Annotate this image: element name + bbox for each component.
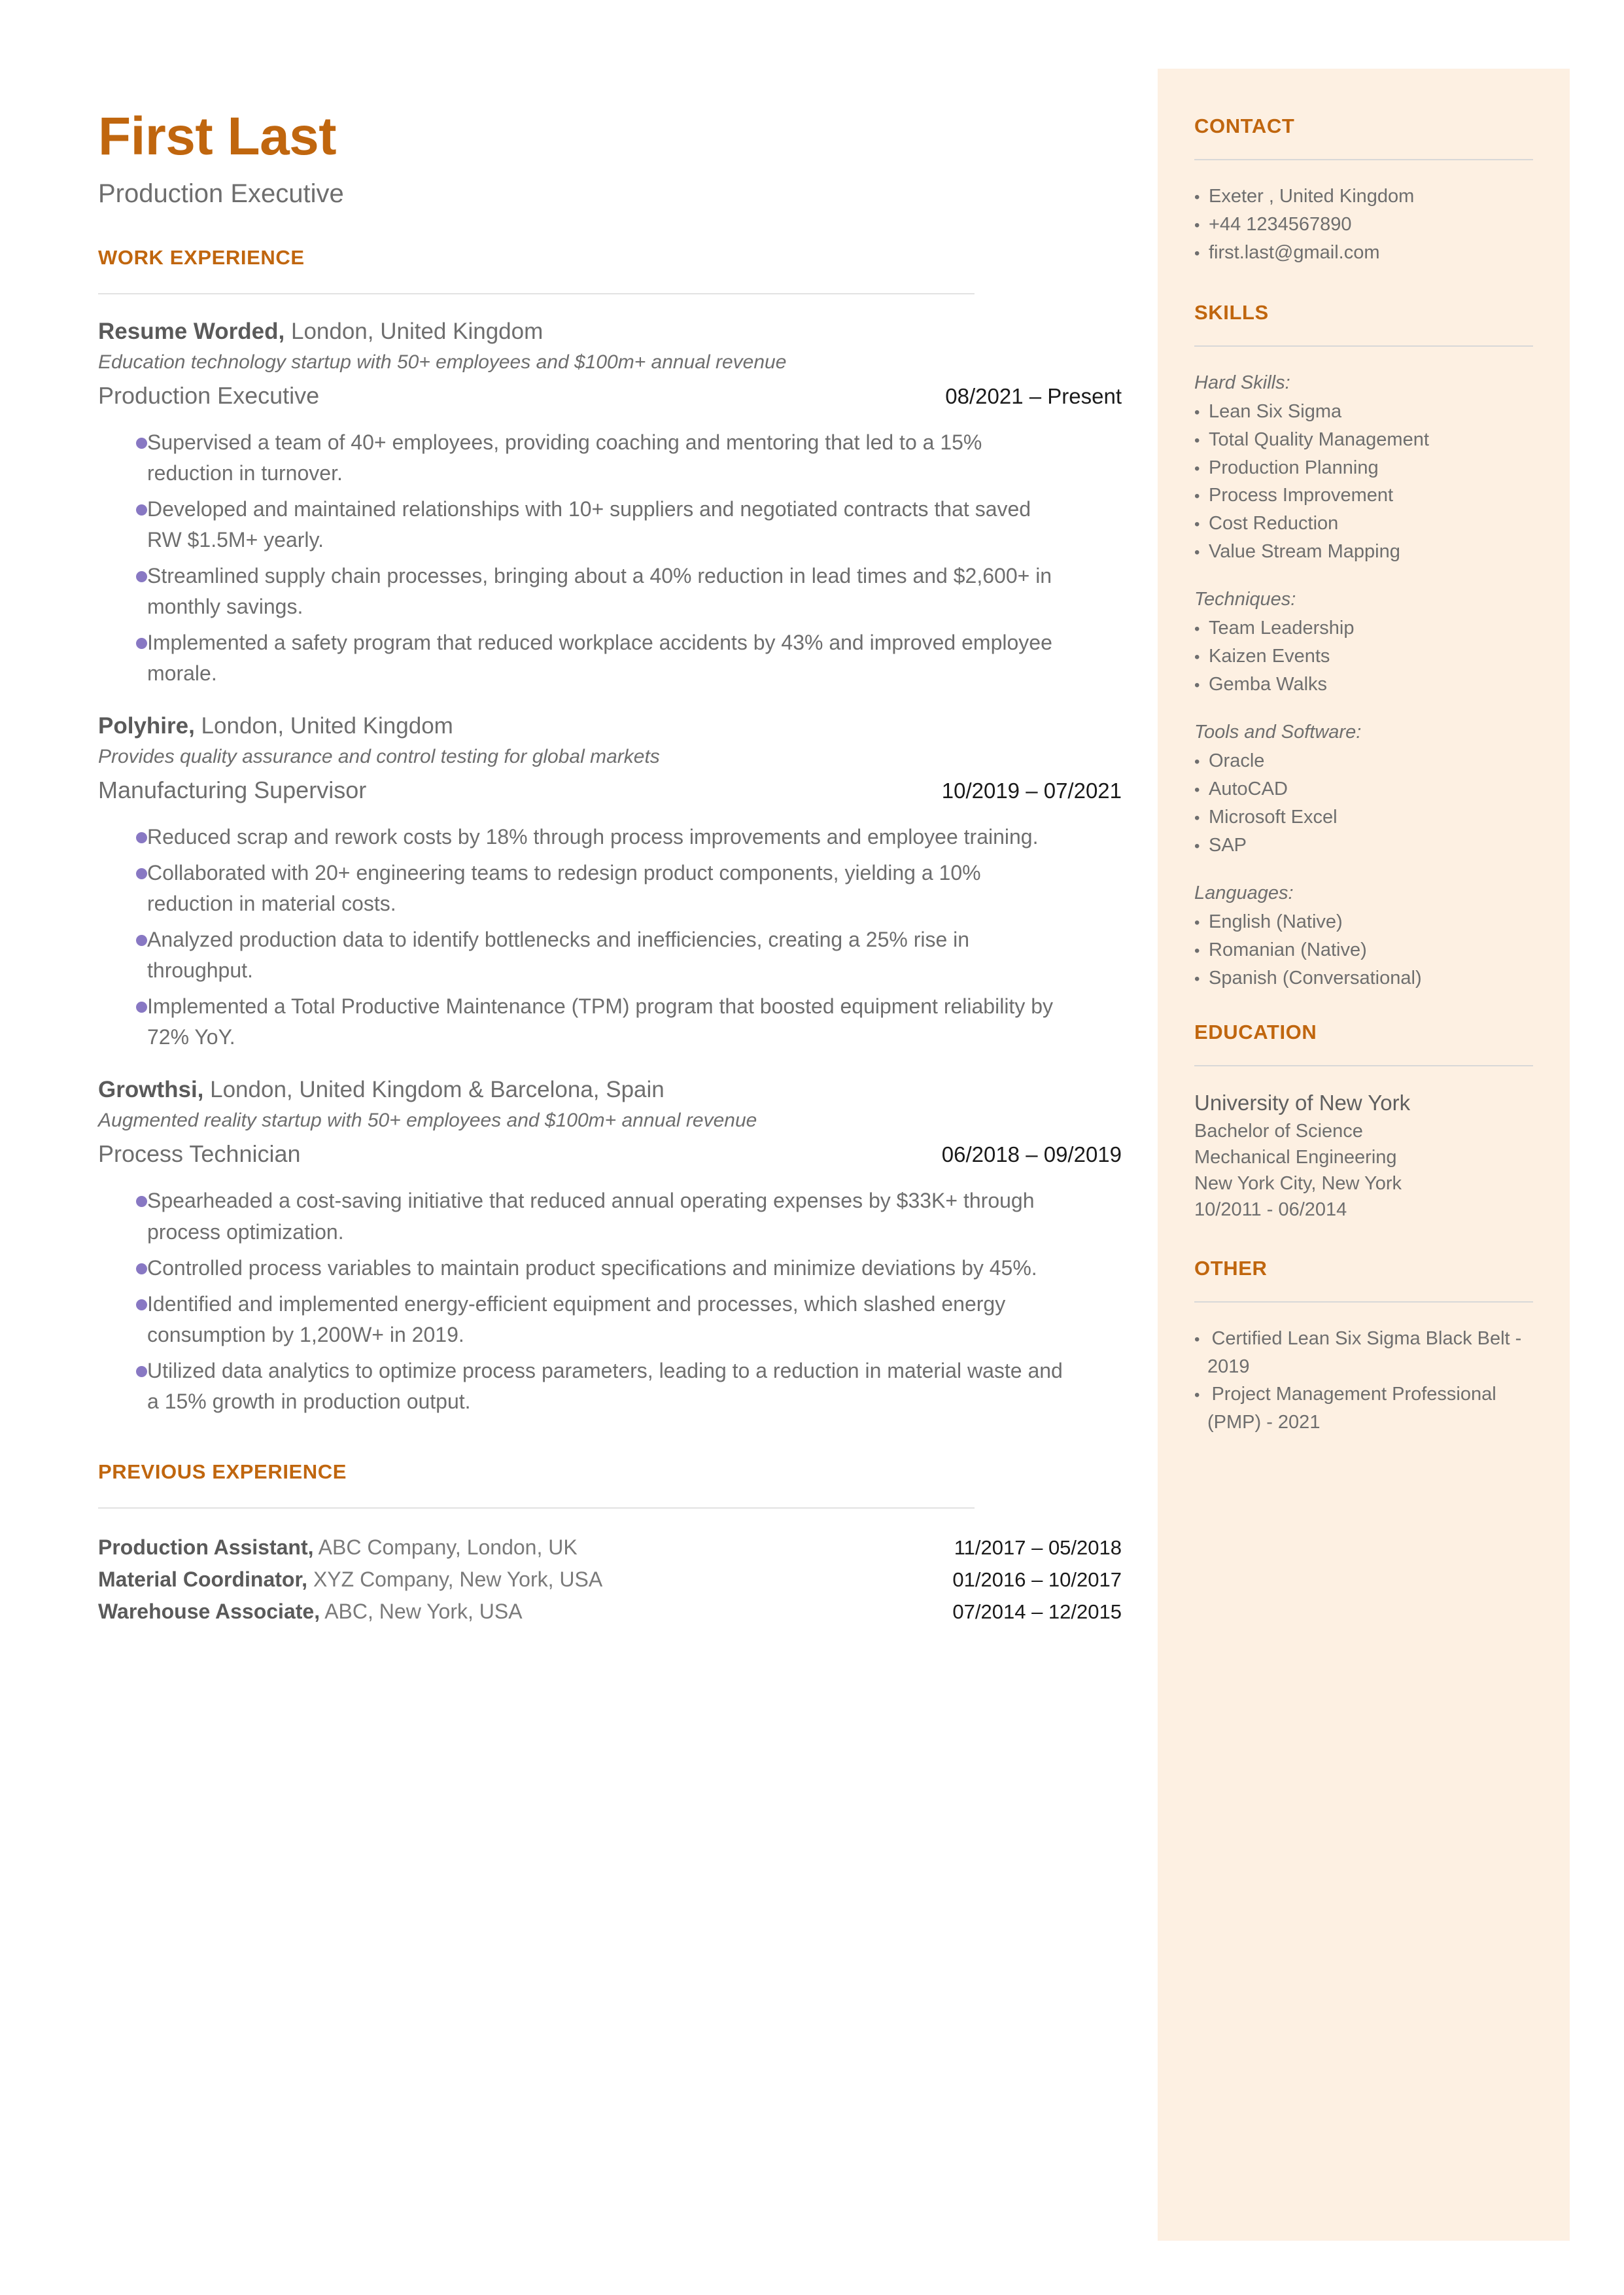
previous-experience-company: ABC Company, London, UK [313,1535,578,1559]
bullet-dot-icon: • [1194,459,1200,478]
job-bullet [98,1185,1125,1247]
contact-item-text: first.last@gmail.com [1209,241,1380,263]
job-title-row [98,381,1122,410]
skill-item [1194,671,1533,699]
skill-item-text: Total Quality Management [1209,429,1429,450]
other-item-text: Project Management Professional (PMP) - 2021 [1206,1384,1496,1433]
job-bullet [98,494,1125,555]
education-school: University of New York [1194,1091,1411,1115]
job-dates: 06/2018 – 09/2019 [941,1142,1122,1167]
skill-item [1194,398,1533,426]
job-bullet [98,427,1125,489]
job-bullet-text: Reduced scrap and rework costs by 18% through process improvements and employee training. [147,825,1039,849]
skill-group-label: Tools and Software: [1194,721,1362,743]
skill-item [1194,482,1533,510]
contact-item [1194,183,1533,211]
job-bullet [98,627,1125,689]
skill-item [1194,426,1533,454]
page-title: First Last [98,107,337,166]
job-company-description: Education technology startup with 50+ employees and $100m+ annual revenue [98,351,787,373]
skill-item [1194,936,1533,964]
previous-experience-row [98,1598,1122,1626]
job-bullet-list [98,427,1125,689]
skills-groups [1194,369,1533,992]
previous-experience-company: XYZ Company, New York, USA [307,1567,603,1591]
bullet-dot-icon: • [1194,809,1200,827]
job-company [98,711,1125,741]
sidebar-heading-other: OTHER [1194,1257,1268,1280]
previous-experience-dates: 01/2016 – 10/2017 [952,1568,1122,1591]
skill-item [1194,454,1533,482]
education-location: New York City, New York [1194,1172,1402,1194]
job-title: Manufacturing Supervisor [98,777,367,804]
bullet-dot-icon: • [1194,620,1200,639]
bullet-dot-icon [98,1289,147,1310]
job-title: Production Executive [98,382,320,409]
main-column [98,0,1125,1630]
skill-item [1194,510,1533,538]
other-item [1194,1325,1533,1380]
bullet-dot-icon: • [1194,676,1200,695]
skill-group [1194,586,1533,699]
skill-group [1194,718,1533,860]
work-experience-entry [98,1075,1125,1416]
skill-group [1194,879,1533,992]
job-bullet-text: Implemented a safety program that reduced workplace accidents by 43% and improved employee morale. [147,631,1052,686]
job-bullet-text: Utilized data analytics to optimize process parameters, leading to a reduction in material waste and a 15% growth in production output. [147,1358,1063,1413]
contact-item [1194,211,1533,239]
job-bullet [98,1289,1125,1350]
bullet-dot-icon [98,1356,147,1377]
skill-item-text: Oracle [1209,750,1265,772]
bullet-dot-icon [98,427,147,449]
job-bullet-text: Spearheaded a cost-saving initiative that reduced annual operating expenses by $33K+ through process optimization. [147,1189,1035,1244]
skill-item-text: English (Native) [1209,911,1343,932]
skill-item-text: Gemba Walks [1209,674,1328,695]
job-bullet-list [98,822,1125,1053]
job-bullet [98,858,1125,919]
skill-item [1194,642,1533,671]
sidebar [1158,69,1570,2241]
sidebar-divider-education [1194,1065,1533,1066]
job-bullet [98,1356,1125,1417]
job-company-description: Augmented reality startup with 50+ employees and $100m+ annual revenue [98,1109,757,1131]
section-heading-previous-experience: PREVIOUS EXPERIENCE [98,1460,347,1483]
skill-item-text: Value Stream Mapping [1209,541,1400,563]
work-experience-entry [98,317,1125,689]
job-role-subtitle: Production Executive [98,179,344,208]
skill-group [1194,369,1533,566]
job-bullet [98,822,1125,852]
education-field: Mechanical Engineering [1194,1146,1397,1168]
job-title-row [98,775,1122,805]
education-degree: Bachelor of Science [1194,1120,1363,1142]
job-bullet [98,991,1125,1053]
job-company-name: Polyhire, [98,713,195,739]
skill-item-text: Process Improvement [1209,485,1394,506]
skill-item [1194,964,1533,992]
previous-experience-dates: 11/2017 – 05/2018 [954,1535,1122,1559]
previous-experience-title: Material Coordinator, [98,1567,308,1591]
sidebar-divider-other [1194,1301,1533,1303]
bullet-dot-icon [98,991,147,1013]
skill-group-label: Techniques: [1194,589,1296,610]
bullet-dot-icon: • [1194,244,1200,262]
job-company-location: London, United Kingdom [285,319,544,344]
previous-experience-list [98,1533,1125,1626]
sidebar-divider-contact [1194,159,1533,160]
previous-experience-title: Production Assistant, [98,1535,314,1559]
job-bullet-text: Identified and implemented energy-efficient equipment and processes, which slashed energy consumption by 1,200W+ in 2019. [147,1291,1006,1346]
job-bullet [98,1253,1125,1284]
bullet-dot-icon: • [1194,188,1200,206]
other-item-text: Certified Lean Six Sigma Black Belt - 2019 [1206,1328,1522,1377]
job-company [98,1075,1125,1105]
job-bullet-list [98,1185,1125,1416]
contact-item [1194,239,1533,267]
bullet-dot-icon: • [1194,216,1200,234]
skill-item-text: Kaizen Events [1209,646,1330,667]
contact-item-text: Exeter , United Kingdom [1209,186,1415,207]
skill-item-text: AutoCAD [1209,778,1288,799]
bullet-dot-icon: • [1194,970,1200,988]
contact-item-text: +44 1234567890 [1209,213,1352,235]
job-bullet [98,561,1125,622]
previous-experience-company: ABC, New York, USA [320,1600,523,1624]
skill-group-label: Hard Skills: [1194,372,1290,393]
job-company-location: London, United Kingdom [194,713,453,739]
contact-list [1194,183,1533,267]
skill-list [1194,747,1533,860]
section-heading-work-experience: WORK EXPERIENCE [98,246,305,269]
job-title-row [98,1139,1122,1168]
bullet-dot-icon: • [1194,1331,1200,1349]
bullet-dot-icon: • [1194,913,1200,932]
skill-group-label: Languages: [1194,882,1294,903]
bullet-dot-icon: • [1194,516,1200,534]
bullet-dot-icon [98,924,147,946]
bullet-dot-icon [98,822,147,843]
skill-item-text: Microsoft Excel [1209,806,1338,828]
bullet-dot-icon [98,627,147,649]
skill-item-text: Production Planning [1209,457,1379,478]
job-dates: 10/2019 – 07/2021 [941,779,1122,803]
bullet-dot-icon: • [1194,837,1200,855]
skill-item [1194,908,1533,936]
bullet-dot-icon: • [1194,431,1200,449]
work-experience-entry [98,711,1125,1053]
job-company-name: Resume Worded, [98,319,285,344]
sidebar-heading-education: EDUCATION [1194,1021,1317,1044]
previous-experience-title-company [98,1533,578,1562]
previous-experience-title: Warehouse Associate, [98,1600,320,1624]
section-divider-previous [98,1507,975,1509]
previous-experience-row [98,1566,1122,1594]
job-title: Process Technician [98,1140,301,1168]
job-bullet-text: Controlled process variables to maintain product specifications and minimize deviations by 45%. [147,1255,1037,1280]
skill-list [1194,908,1533,992]
skill-list [1194,614,1533,699]
skill-item-text: Romanian (Native) [1209,939,1367,960]
previous-experience-row [98,1533,1122,1562]
bullet-dot-icon [98,1185,147,1207]
sidebar-heading-contact: CONTACT [1194,114,1295,137]
bullet-dot-icon [98,858,147,879]
skill-item [1194,775,1533,803]
bullet-dot-icon: • [1194,487,1200,506]
skill-item [1194,747,1533,775]
skill-item-text: SAP [1209,834,1247,856]
job-bullet-text: Collaborated with 20+ engineering teams to redesign product components, yielding a 10% reduction in material costs. [147,861,981,916]
job-dates: 08/2021 – Present [945,384,1122,408]
bullet-dot-icon [98,561,147,582]
job-bullet-text: Supervised a team of 40+ employees, providing coaching and mentoring that led to a 15% reduction in turnover. [147,430,982,485]
bullet-dot-icon: • [1194,1386,1200,1405]
bullet-dot-icon: • [1194,780,1200,799]
job-company-location: London, United Kingdom & Barcelona, Spain [203,1077,665,1103]
skill-item-text: Spanish (Conversational) [1209,967,1422,989]
sidebar-heading-skills: SKILLS [1194,300,1269,324]
section-divider [98,293,975,294]
job-bullet-text: Analyzed production data to identify bottlenecks and inefficiencies, creating a 25% rise in throughput. [147,928,970,983]
sidebar-divider-skills [1194,345,1533,347]
previous-experience-title-company [98,1598,523,1626]
bullet-dot-icon: • [1194,753,1200,771]
bullet-dot-icon [98,1253,147,1274]
bullet-dot-icon: • [1194,544,1200,562]
work-experience-list [98,317,1125,1417]
skill-item-text: Cost Reduction [1209,513,1339,534]
job-company-name: Growthsi, [98,1077,204,1103]
skill-item [1194,538,1533,566]
bullet-dot-icon: • [1194,648,1200,667]
previous-experience-dates: 07/2014 – 12/2015 [952,1600,1122,1624]
skill-item [1194,832,1533,860]
other-item [1194,1380,1533,1436]
job-bullet [98,924,1125,986]
skill-item-text: Lean Six Sigma [1209,400,1342,422]
bullet-dot-icon [98,494,147,516]
skill-list [1194,398,1533,566]
job-company [98,317,1125,347]
other-list [1194,1325,1533,1437]
job-bullet-text: Developed and maintained relationships with 10+ suppliers and negotiated contracts that saved RW $1.5M+ yearly. [147,497,1031,552]
job-company-description: Provides quality assurance and control testing for global markets [98,745,660,767]
job-bullet-text: Implemented a Total Productive Maintenance (TPM) program that boosted equipment reliability by 72% YoY. [147,994,1053,1049]
job-bullet-text: Streamlined supply chain processes, bringing about a 40% reduction in lead times and $2,600+ in monthly savings. [147,564,1052,619]
education-dates: 10/2011 - 06/2014 [1194,1199,1347,1220]
bullet-dot-icon: • [1194,403,1200,421]
skill-item-text: Team Leadership [1209,618,1355,639]
bullet-dot-icon: • [1194,941,1200,960]
previous-experience-title-company [98,1566,602,1594]
skill-item [1194,614,1533,642]
skill-item [1194,803,1533,832]
